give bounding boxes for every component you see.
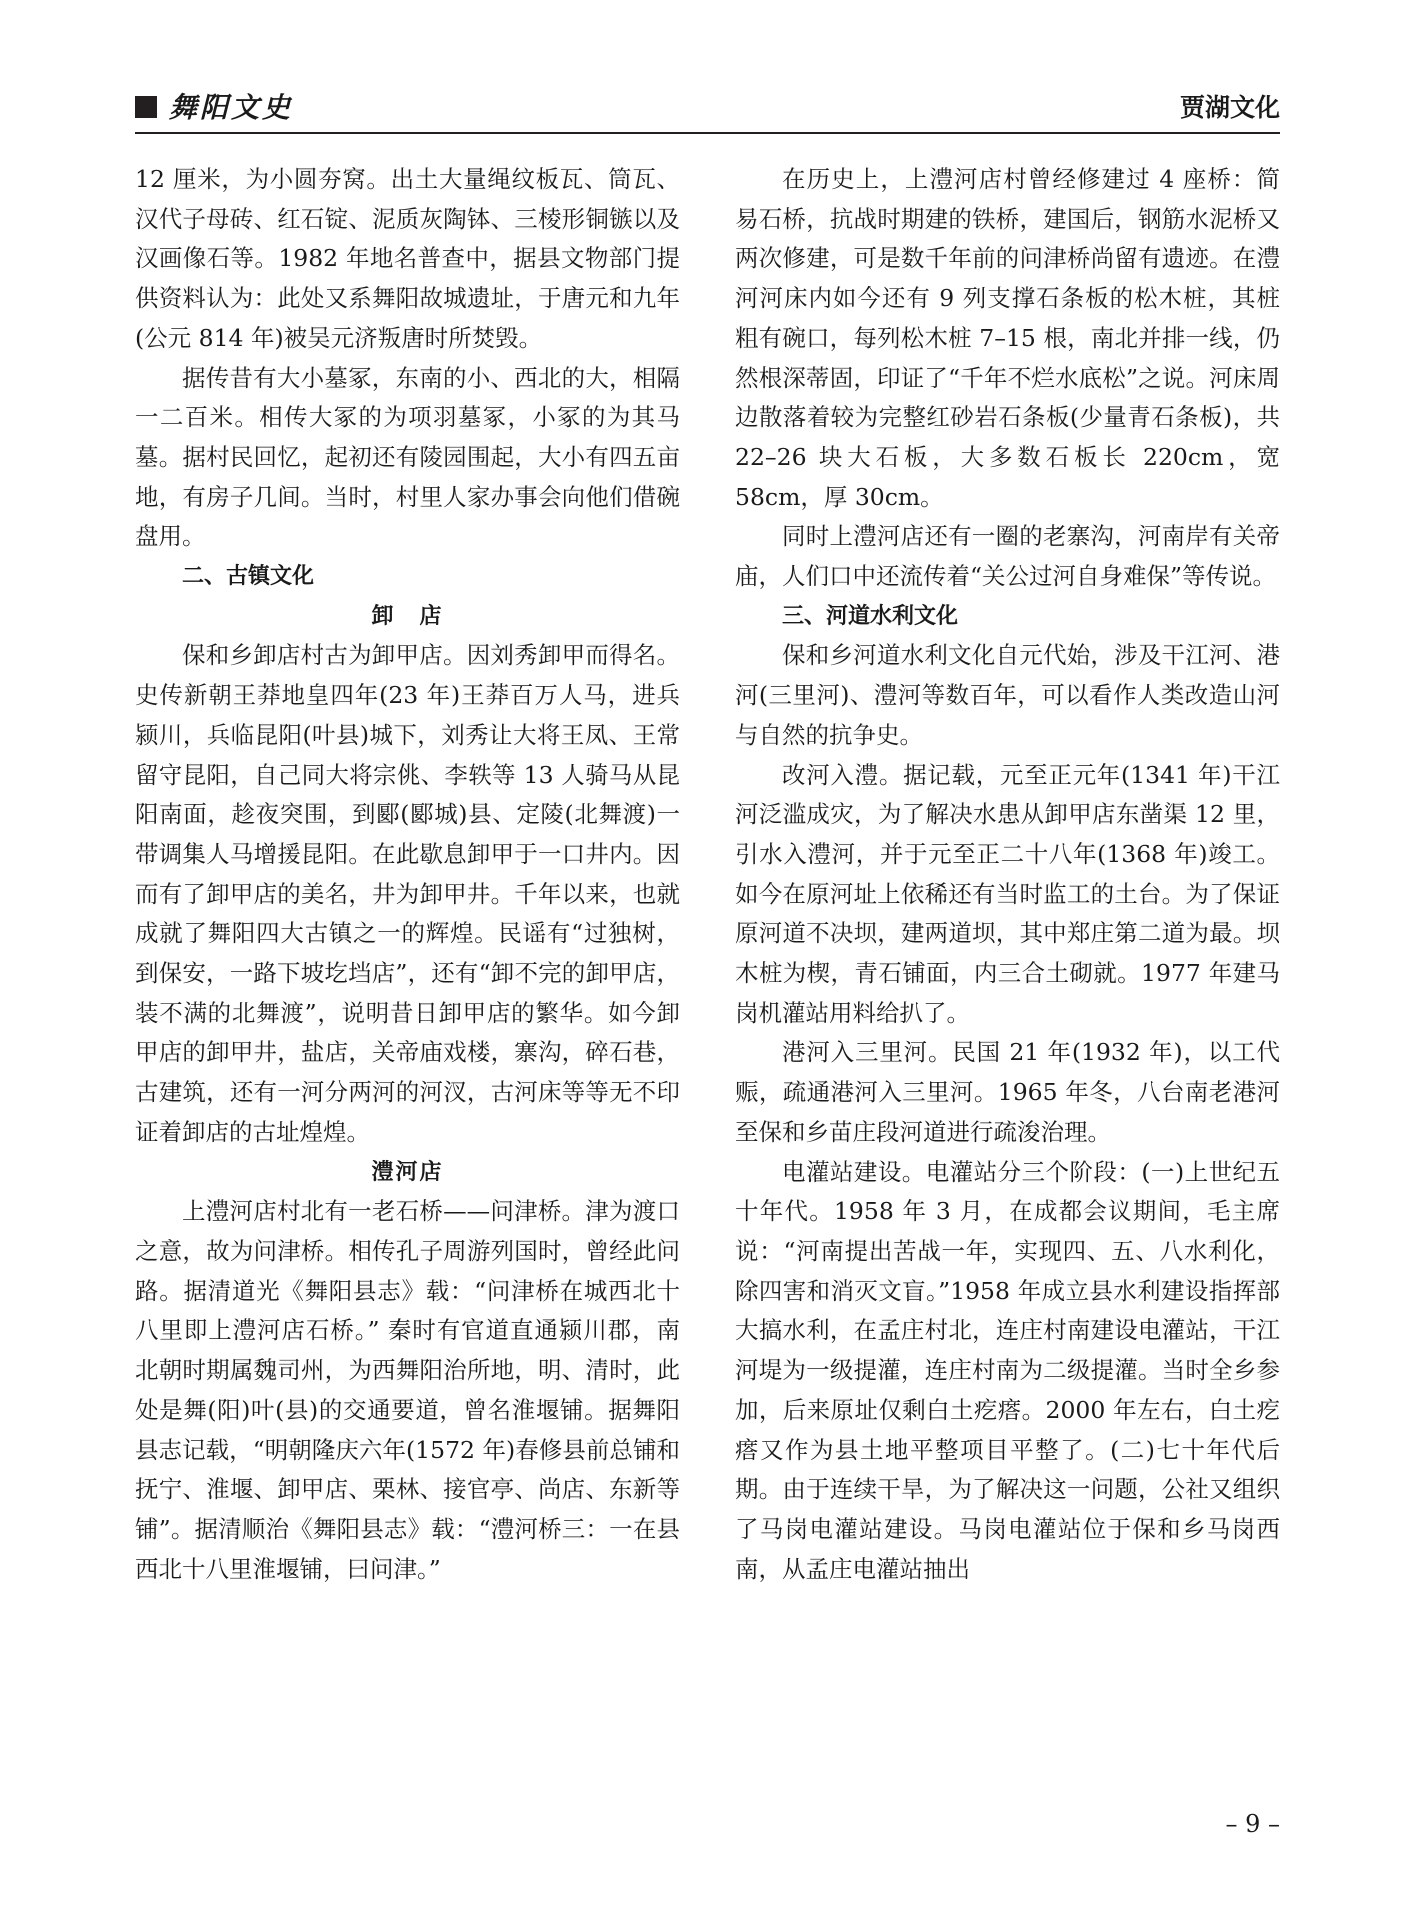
paragraph: 12 厘米，为小圆夯窝。出土大量绳纹板瓦、筒瓦、汉代子母砖、红石锭、泥质灰陶钵、三棱形铜镞以及汉画像石等。1982 年地名普查中，据县文物部门提供资料认为：此处又系舞阳故城遗址，于唐元和九年(公元 814 年)被吴元济叛唐时所焚毁。: [135, 165, 680, 352]
section-title: 贾湖文化: [1179, 93, 1280, 122]
paragraph: 保和乡河道水利文化自元代始，涉及干江河、港河(三里河)、澧河等数百年，可以看作人类改造山河与自然的抗争史。: [735, 641, 1280, 749]
paragraph: 据传昔有大小墓冢，东南的小、西北的大，相隔一二百米。相传大冢的为项羽墓冢，小冢的为其马墓。据村民回忆，起初还有陵园围起，大小有四五亩地，有房子几间。当时，村里人家办事会向他们借碗盘用。: [135, 363, 680, 551]
paragraph: 在历史上，上澧河店村曾经修建过 4 座桥：简易石桥，抗战时期建的铁桥，建国后，钢筋水泥桥又两次修建，可是数千年前的问津桥尚留有遗迹。在澧河河床内如今还有 9 列支撑石条板的松木桩，其桩粗有碗口，每列松木桩 7–15 根，南北并排一线，仍然根深蒂固，印证了“千年不烂水底松”之说。河床周边散落着较为完整红砂岩石条板(少量青石条板)，共 22–26 块大石板，大多数石板长 220cm，宽 58cm，厚 30cm。: [735, 165, 1280, 511]
left-column: [135, 160, 680, 1589]
paragraph: 上澧河店村北有一老石桥——问津桥。津为渡口之意，故为问津桥。相传孔子周游列国时，曾经此问路。据清道光《舞阳县志》载：“问津桥在城西北十八里即上澧河店石桥。” 秦时有官道直通颍川郡，南北朝时期属魏司州，为西舞阳治所地，明、清时，此处是舞(阳)叶(县)的交通要道，曾名淮堰铺。据舞阳县志记载，“明朝隆庆六年(1572 年)春修县前总铺和抚宁、淮堰、卸甲店、栗林、接官亭、尚店、东新等铺”。据清顺治《舞阳县志》载：“澧河桥三：一在县西北十八里淮堰铺，曰问津。”: [135, 1197, 680, 1583]
paragraph: 同时上澧河店还有一圈的老寨沟，河南岸有关帝庙，人们口中还流传着“关公过河自身难保”等传说。: [735, 522, 1280, 591]
paragraph: 改河入澧。据记载，元至正元年(1341 年)干江河泛滥成灾，为了解决水患从卸甲店东凿渠 12 里，引水入澧河，并于元至正二十八年(1368 年)竣工。如今在原河址上依稀还有当时监工的土台。为了保证原河道不决坝，建两道坝，其中郑庄第二道为最。坝木桩为楔，青石铺面，内三合土砌就。1977 年建马岗机灌站用料给扒了。: [735, 760, 1280, 1027]
subsection-heading: 卸 店: [371, 603, 444, 629]
journal-title: 舞阳文史: [169, 91, 294, 124]
section-heading: 三、河道水利文化: [782, 603, 959, 629]
right-column: [735, 160, 1280, 1589]
page-header: [135, 90, 1280, 126]
page-number: – 9 –: [1225, 1810, 1280, 1838]
header-square-icon: [135, 96, 157, 118]
paragraph: 港河入三里河。民国 21 年(1932 年)，以工代赈，疏通港河入三里河。1965 年冬，八台南老港河至保和乡苗庄段河道进行疏浚治理。: [735, 1038, 1280, 1146]
subsection-heading: 澧河店: [371, 1159, 444, 1185]
section-heading: 二、古镇文化: [182, 564, 315, 590]
header-divider: [135, 132, 1280, 134]
paragraph: 电灌站建设。电灌站分三个阶段：(一)上世纪五十年代。1958 年 3 月，在成都会议期间，毛主席说：“河南提出苦战一年，实现四、五、八水利化，除四害和消灭文盲。”1958 年成立县水利建设指挥部大搞水利，在孟庄村北，连庄村南建设电灌站，干江河堤为一级提灌，连庄村南为二级提灌。当时全乡参加，后来原址仅剩白土疙瘩。2000 年左右，白土疙瘩又作为县土地平整项目平整了。(二)七十年代后期。由于连续干旱，为了解决这一问题，公社又组织了马岗电灌站建设。马岗电灌站位于保和乡马岗西南，从孟庄电灌站抽出: [735, 1157, 1280, 1583]
paragraph: 保和乡卸店村古为卸甲店。因刘秀卸甲而得名。史传新朝王莽地皇四年(23 年)王莽百万人马，进兵颍川，兵临昆阳(叶县)城下，刘秀让大将王凤、王常留守昆阳，自己同大将宗佻、李轶等 13 人骑马从昆阳南面，趁夜突围，到郾(郾城)县、定陵(北舞渡)一带调集人马增援昆阳。在此歇息卸甲于一口井内。因而有了卸甲店的美名，井为卸甲井。千年以来，也就成就了舞阳四大古镇之一的辉煌。民谣有“过独树，到保安，一路下坡圪垱店”，还有“卸不完的卸甲店，装不满的北舞渡”，说明昔日卸甲店的繁华。如今卸甲店的卸甲井，盐店，关帝庙戏楼，寨沟，碎石巷，古建筑，还有一河分两河的河汊，古河床等等无不印证着卸店的古址煌煌。: [135, 641, 680, 1146]
